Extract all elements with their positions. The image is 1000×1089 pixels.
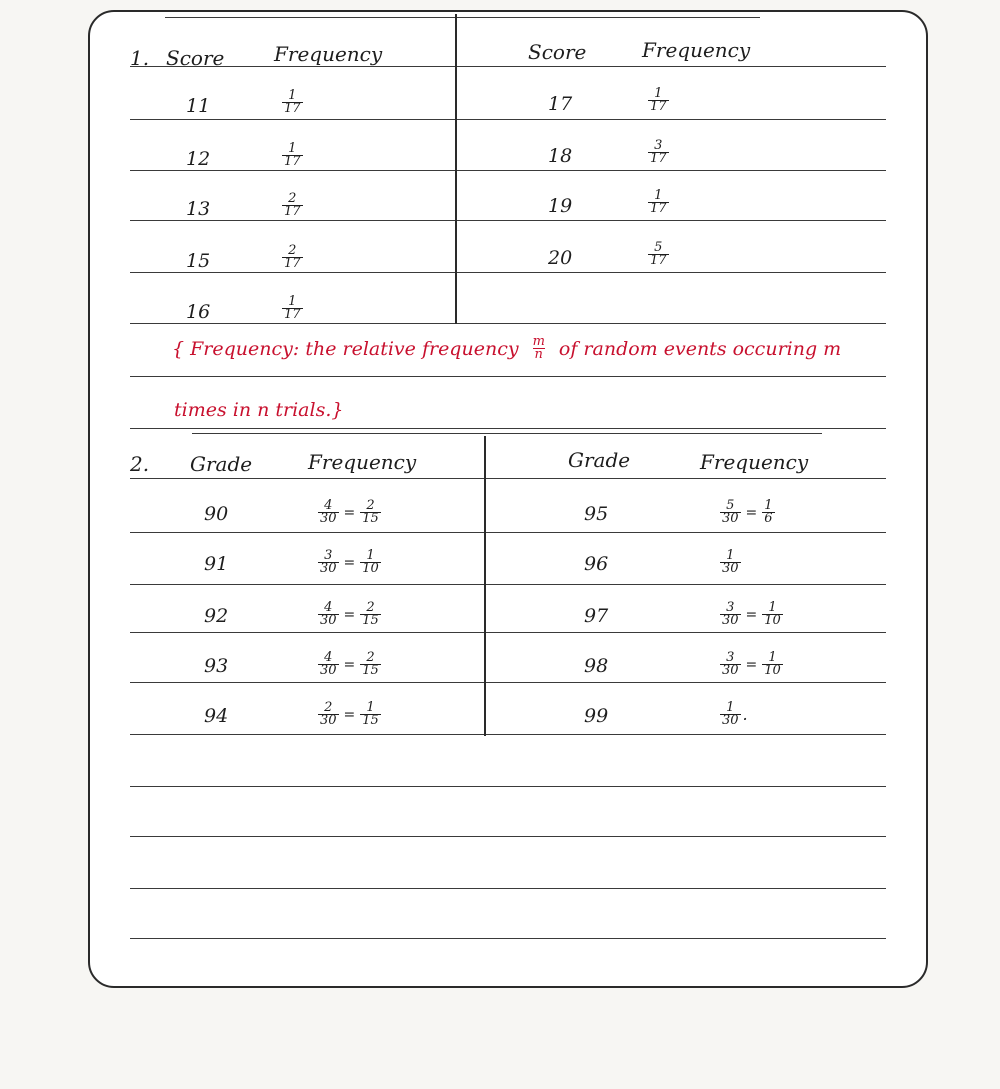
fraction-numerator: 1 <box>654 188 663 203</box>
t1-score-value: 12 <box>186 148 211 170</box>
fraction-numerator: 3 <box>324 548 333 563</box>
t1-score-value: 16 <box>186 301 211 323</box>
fraction <box>360 652 381 677</box>
ruled-line <box>130 584 886 585</box>
t2-frequency-value <box>718 500 777 525</box>
equals-sign: = <box>343 706 356 723</box>
fraction <box>360 500 381 525</box>
t1-score-value: 19 <box>548 195 573 217</box>
ruled-line <box>130 66 886 67</box>
fraction-numerator: 1 <box>726 548 735 563</box>
t1-score-value: 11 <box>186 95 211 117</box>
fraction-denominator: 30 <box>722 613 739 628</box>
t1-frequency-value <box>646 242 671 267</box>
fraction-numerator: 4 <box>324 498 333 513</box>
t2-grade-value: 99 <box>584 705 609 727</box>
note-numerator: m <box>532 334 545 349</box>
fraction-numerator: 2 <box>288 191 297 206</box>
t2-right-frequency-header: Frequency <box>700 450 809 474</box>
fraction-denominator: 30 <box>722 713 739 728</box>
t1-left-frequency-header: Frequency <box>274 42 383 66</box>
t2-frequency-value <box>316 550 383 575</box>
ruled-line <box>130 938 886 939</box>
fraction-numerator: 3 <box>726 650 735 665</box>
fraction-denominator: 15 <box>362 713 379 728</box>
notebook-page <box>88 10 928 988</box>
fraction <box>762 602 783 627</box>
ruled-line <box>130 170 886 171</box>
t1-frequency-value <box>280 296 305 321</box>
ruled-line <box>130 272 886 273</box>
note-m-over-n <box>531 336 547 361</box>
fraction-denominator: 30 <box>722 561 739 576</box>
t1-frequency-value <box>280 143 305 168</box>
fraction <box>318 602 339 627</box>
fraction-numerator: 5 <box>654 240 663 255</box>
problem-2-number: 2. <box>130 452 150 476</box>
fraction-denominator: 30 <box>320 713 337 728</box>
fraction <box>282 193 303 218</box>
ruled-line <box>130 376 886 377</box>
fraction-numerator: 1 <box>366 548 375 563</box>
fraction-numerator: 2 <box>366 600 375 615</box>
fraction <box>762 652 783 677</box>
definition-note-line-2: times in n trials.} <box>174 399 344 421</box>
fraction-denominator: 17 <box>650 253 667 268</box>
fraction-numerator: 1 <box>726 700 735 715</box>
fraction <box>648 190 669 215</box>
fraction-numerator: 2 <box>288 243 297 258</box>
fraction-numerator: 1 <box>366 700 375 715</box>
ruled-line <box>130 323 886 324</box>
fraction-denominator: 30 <box>320 511 337 526</box>
fraction <box>648 242 669 267</box>
fraction-numerator: 1 <box>288 294 297 309</box>
fraction <box>720 550 741 575</box>
fraction <box>282 245 303 270</box>
fraction <box>360 602 381 627</box>
equals-sign: = <box>343 606 356 623</box>
t1-score-value: 20 <box>548 247 573 269</box>
fraction <box>762 500 774 525</box>
ruled-line <box>130 632 886 633</box>
fraction-denominator: 17 <box>284 204 301 219</box>
note-text-after: of random events occuring m <box>558 337 842 360</box>
fraction-denominator: 30 <box>722 663 739 678</box>
fraction-denominator: 17 <box>650 151 667 166</box>
ruled-line <box>130 734 886 735</box>
t1-frequency-value <box>280 245 305 270</box>
t1-frequency-value <box>646 88 671 113</box>
fraction-numerator: 5 <box>726 498 735 513</box>
ruled-line <box>130 888 886 889</box>
fraction-numerator: 4 <box>324 600 333 615</box>
fraction-denominator: 30 <box>320 561 337 576</box>
t2-grade-value: 90 <box>204 503 229 525</box>
fraction <box>720 602 741 627</box>
fraction-numerator: 1 <box>768 650 777 665</box>
t2-frequency-value <box>316 702 383 727</box>
equals-sign: = <box>343 656 356 673</box>
ruled-line <box>130 786 886 787</box>
ruled-line <box>130 532 886 533</box>
t2-frequency-value <box>718 652 785 677</box>
ruled-line <box>130 220 886 221</box>
fraction <box>720 702 741 727</box>
equals-sign: = <box>745 656 758 673</box>
fraction <box>282 296 303 321</box>
note-text-before: { Frequency: the relative frequency <box>172 337 519 360</box>
t2-grade-value: 94 <box>204 705 229 727</box>
equals-sign: = <box>343 504 356 521</box>
fraction <box>318 652 339 677</box>
fraction-denominator: 17 <box>650 201 667 216</box>
note-denominator: n <box>534 347 543 362</box>
t2-grade-value: 95 <box>584 503 609 525</box>
t2-grade-value: 92 <box>204 605 229 627</box>
fraction-denominator: 30 <box>722 511 739 526</box>
t2-grade-value: 96 <box>584 553 609 575</box>
fraction-denominator: 10 <box>764 663 781 678</box>
equals-sign: = <box>745 504 758 521</box>
t2-left-frequency-header: Frequency <box>308 450 417 474</box>
fraction-numerator: 3 <box>726 600 735 615</box>
fraction-denominator: 30 <box>320 613 337 628</box>
fraction-numerator: 1 <box>768 600 777 615</box>
ruled-line <box>130 478 886 479</box>
fraction <box>360 702 381 727</box>
fraction <box>318 500 339 525</box>
t2-grade-value: 91 <box>204 553 229 575</box>
t2-frequency-value <box>718 550 743 575</box>
equals-sign: = <box>745 606 758 623</box>
fraction <box>648 88 669 113</box>
fraction <box>720 652 741 677</box>
fraction <box>720 500 741 525</box>
fraction-denominator: 10 <box>362 561 379 576</box>
ruled-line <box>130 682 886 683</box>
fraction-denominator: 15 <box>362 511 379 526</box>
t2-grade-value: 98 <box>584 655 609 677</box>
t1-score-value: 15 <box>186 250 211 272</box>
t2-grade-value: 97 <box>584 605 609 627</box>
fraction-denominator: 17 <box>284 101 301 116</box>
definition-note-line-1 <box>172 336 841 361</box>
fraction-denominator: 17 <box>650 99 667 114</box>
fraction-denominator: 17 <box>284 154 301 169</box>
t2-frequency-value <box>316 500 383 525</box>
t1-left-score-header: Score <box>166 46 225 70</box>
fraction-numerator: 2 <box>366 650 375 665</box>
fraction-denominator: 10 <box>764 613 781 628</box>
fraction-numerator: 4 <box>324 650 333 665</box>
t1-frequency-value <box>280 90 305 115</box>
fraction-numerator: 2 <box>324 700 333 715</box>
t2-frequency-value <box>316 652 383 677</box>
t1-score-value: 17 <box>548 93 573 115</box>
table-2-divider <box>484 436 486 736</box>
fraction-denominator: 15 <box>362 663 379 678</box>
fraction <box>282 143 303 168</box>
fraction-denominator: 30 <box>320 663 337 678</box>
fraction-denominator: 15 <box>362 613 379 628</box>
fraction <box>318 550 339 575</box>
equals-sign: = <box>343 554 356 571</box>
table-1-top-border <box>165 17 760 18</box>
t1-score-value: 13 <box>186 198 211 220</box>
t2-grade-value: 93 <box>204 655 229 677</box>
ruled-line <box>130 428 886 429</box>
fraction-numerator: 1 <box>288 88 297 103</box>
table-1-divider <box>455 14 457 324</box>
fraction <box>360 550 381 575</box>
ruled-line <box>130 119 886 120</box>
problem-1-number: 1. <box>130 46 150 70</box>
t1-right-frequency-header: Frequency <box>642 38 751 62</box>
fraction-numerator: 1 <box>288 141 297 156</box>
fraction <box>318 702 339 727</box>
t2-frequency-value <box>316 602 383 627</box>
t2-frequency-value <box>718 602 785 627</box>
t1-right-score-header: Score <box>528 40 587 64</box>
fraction-denominator: 17 <box>284 256 301 271</box>
table-2-top-border <box>192 433 822 434</box>
fraction-numerator: 1 <box>654 86 663 101</box>
trailing-period: . <box>742 705 748 724</box>
t1-score-value: 18 <box>548 145 573 167</box>
t2-frequency-value <box>718 702 748 727</box>
t1-frequency-value <box>646 140 671 165</box>
fraction <box>648 140 669 165</box>
fraction-numerator: 3 <box>654 138 663 153</box>
ruled-line <box>130 836 886 837</box>
fraction <box>282 90 303 115</box>
fraction-numerator: 2 <box>366 498 375 513</box>
fraction-denominator: 17 <box>284 307 301 322</box>
fraction-denominator: 6 <box>764 511 773 526</box>
t1-frequency-value <box>646 190 671 215</box>
fraction-numerator: 1 <box>764 498 773 513</box>
t1-frequency-value <box>280 193 305 218</box>
t2-left-grade-header: Grade <box>190 452 253 476</box>
t2-right-grade-header: Grade <box>568 448 631 472</box>
